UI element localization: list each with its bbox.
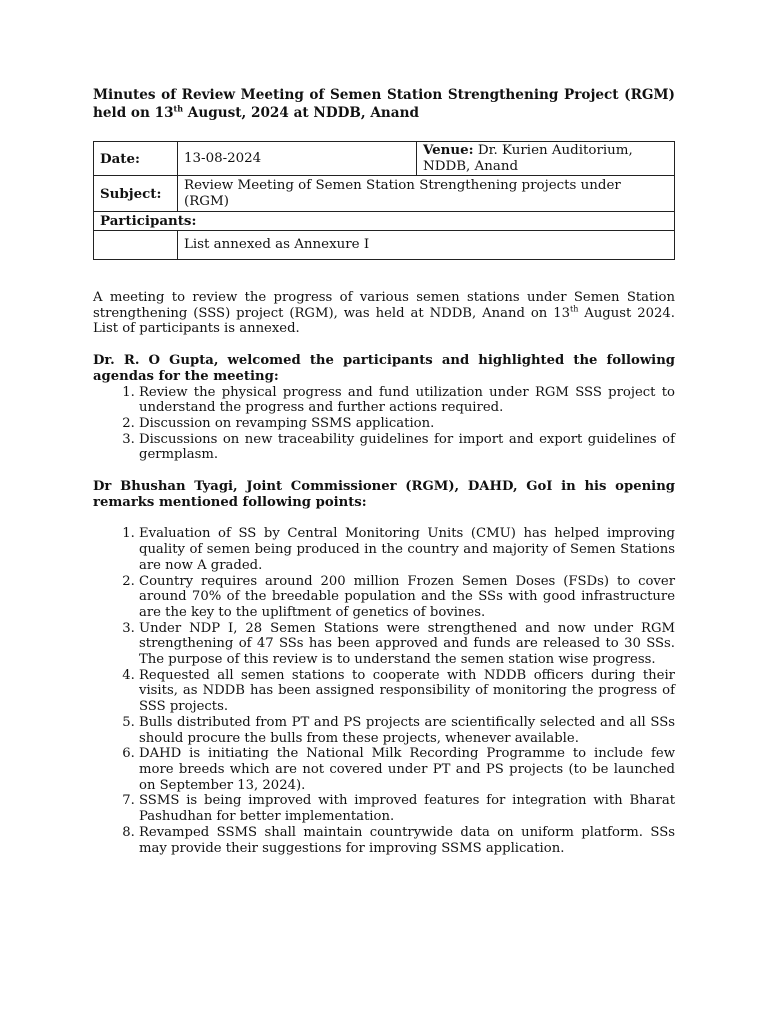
venue-value: Dr. Kurien Auditorium, NDDB, Anand	[423, 143, 633, 174]
intro-superscript: th	[569, 304, 579, 314]
remarks-list	[93, 526, 675, 856]
document-page	[93, 86, 675, 856]
title-text-end: August, 2024 at NDDB, Anand	[183, 105, 419, 121]
title-text: Minutes of Review Meeting of Semen Station Strengthening Project (RGM) held on 13	[93, 87, 675, 121]
list-item: 3. Discussions on new traceability guidelines for import and export guidelines of germplasm.	[139, 432, 675, 463]
list-item: 4. Requested all semen stations to cooperate with NDDB officers during their visits, as NDDB has been assigned responsibility of monitoring the progress of SSS projects.	[139, 668, 675, 715]
list-item: 5. Bulls distributed from PT and PS projects are scientifically selected and all SSs should procure the bulls from these projects, whenever available.	[139, 715, 675, 746]
intro-text: A meeting to review the progress of various semen stations under Semen Station strengthening (SSS) project (RGM), was held at NDDB, Anand on 13	[93, 290, 675, 321]
title-superscript: th	[173, 103, 184, 114]
list-item: 3. Under NDP I, 28 Semen Stations were strengthened and now under RGM strengthening of 47 SSs has been approved and funds are released to 30 SSs. The purpose of this review is to understand the semen station wise progress.	[139, 621, 675, 668]
venue-label: Venue:	[423, 142, 474, 158]
intro-text-end: August 2024. List of participants is annexed.	[93, 305, 676, 337]
list-item: 2. Country requires around 200 million Frozen Semen Doses (FSDs) to cover around 70% of the breedable population and the SSs with good infrastructure are the key to the upliftment of genetics of bovines.	[139, 574, 675, 621]
list-item: 1. Review the physical progress and fund utilization under RGM SSS project to understand the progress and further actions required.	[139, 385, 675, 416]
section2-heading: Dr Bhushan Tyagi, Joint Commissioner (RGM), DAHD, GoI in his opening remarks mentioned following points:	[93, 479, 675, 510]
list-item: 7. SSMS is being improved with improved features for integration with Bharat Pashudhan for better implementation.	[139, 793, 675, 824]
list-item: 2. Discussion on revamping SSMS application.	[139, 416, 675, 432]
list-item: 8. Revamped SSMS shall maintain countrywide data on uniform platform. SSs may provide their suggestions for improving SSMS application.	[139, 825, 675, 856]
participants-empty-cell	[94, 231, 178, 260]
venue-cell	[417, 142, 675, 176]
list-item: 1. Evaluation of SS by Central Monitoring Units (CMU) has helped improving quality of semen being produced in the country and majority of Semen Stations are now A graded.	[139, 526, 675, 573]
document-title	[93, 86, 675, 122]
participants-label: Participants:	[94, 212, 675, 231]
section1-heading: Dr. R. O Gupta, welcomed the participants and highlighted the following agendas for the meeting:	[93, 353, 675, 384]
list-item: 6. DAHD is initiating the National Milk Recording Programme to include few more breeds which are not covered under PT and PS projects (to be launched on September 13, 2024).	[139, 746, 675, 793]
subject-value: Review Meeting of Semen Station Strengthening projects under (RGM)	[178, 176, 675, 212]
meeting-info-table	[93, 141, 675, 260]
date-label: Date:	[94, 142, 178, 176]
agenda-list	[93, 385, 675, 464]
subject-label: Subject:	[94, 176, 178, 212]
date-value: 13-08-2024	[178, 142, 417, 176]
participants-value: List annexed as Annexure I	[178, 231, 675, 260]
intro-paragraph	[93, 290, 675, 337]
